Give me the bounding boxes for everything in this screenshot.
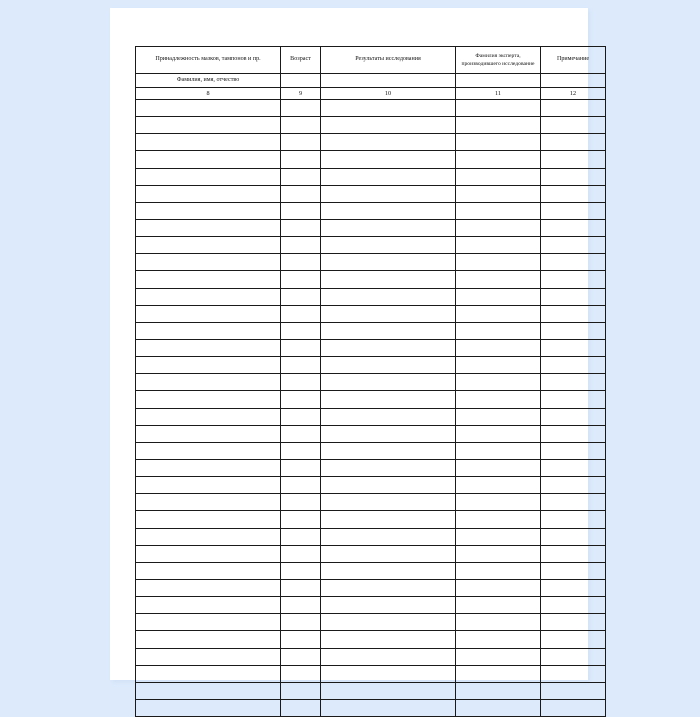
table-cell: [541, 597, 606, 614]
table-cell: [456, 494, 541, 511]
table-cell: [456, 305, 541, 322]
table-cell: [541, 579, 606, 596]
table-row: [136, 511, 606, 528]
table-cell: [281, 134, 321, 151]
table-cell: [541, 459, 606, 476]
table-cell: [456, 665, 541, 682]
table-cell: [541, 682, 606, 699]
table-cell: [541, 357, 606, 374]
table-row: [136, 528, 606, 545]
table-cell: [456, 425, 541, 442]
table-cell: [321, 682, 456, 699]
table-cell: [136, 391, 281, 408]
table-cell: [281, 100, 321, 117]
table-row: [136, 134, 606, 151]
column-number-12: 12: [541, 88, 606, 100]
header-row-titles: [136, 47, 606, 74]
table-cell: [136, 202, 281, 219]
table-cell: [321, 374, 456, 391]
table-cell: [281, 185, 321, 202]
table-cell: [321, 288, 456, 305]
table-cell: [321, 477, 456, 494]
table-cell: [456, 459, 541, 476]
table-row: [136, 151, 606, 168]
table-row: [136, 442, 606, 459]
header-cell-affiliation: Принадлежность мазков, тампонов и пр.: [136, 47, 281, 74]
table-row: [136, 100, 606, 117]
table-cell: [321, 597, 456, 614]
table-cell: [456, 322, 541, 339]
header-cell-fullname: Фамилия, имя, отчество: [136, 74, 281, 88]
table-row: [136, 699, 606, 716]
table-cell: [456, 237, 541, 254]
table-row: [136, 271, 606, 288]
table-cell: [281, 219, 321, 236]
table-cell: [136, 339, 281, 356]
table-cell: [321, 699, 456, 716]
table-cell: [321, 219, 456, 236]
table-cell: [281, 545, 321, 562]
table-cell: [321, 494, 456, 511]
table-cell: [456, 442, 541, 459]
table-cell: [321, 151, 456, 168]
table-cell: [281, 682, 321, 699]
table-cell: [281, 391, 321, 408]
table-row: [136, 202, 606, 219]
table-cell: [541, 442, 606, 459]
table-row: [136, 459, 606, 476]
table-cell: [281, 562, 321, 579]
header-cell-notes-spacer: [541, 74, 606, 88]
table-cell: [136, 597, 281, 614]
table-row: [136, 237, 606, 254]
table-cell: [456, 271, 541, 288]
table-cell: [456, 631, 541, 648]
table-cell: [456, 168, 541, 185]
table-cell: [541, 391, 606, 408]
table-row: [136, 117, 606, 134]
table-cell: [456, 579, 541, 596]
table-cell: [541, 631, 606, 648]
table-row: [136, 339, 606, 356]
table-cell: [281, 597, 321, 614]
table-row: [136, 425, 606, 442]
table-row: [136, 374, 606, 391]
table-cell: [136, 545, 281, 562]
table-cell: [456, 357, 541, 374]
table-cell: [136, 237, 281, 254]
table-row: [136, 168, 606, 185]
table-row: [136, 562, 606, 579]
table-cell: [281, 117, 321, 134]
table-cell: [321, 442, 456, 459]
table-cell: [281, 442, 321, 459]
table-cell: [541, 305, 606, 322]
table-cell: [541, 254, 606, 271]
table-cell: [321, 614, 456, 631]
table-cell: [541, 511, 606, 528]
table-cell: [541, 408, 606, 425]
table-cell: [281, 459, 321, 476]
table-row: [136, 254, 606, 271]
table-cell: [541, 168, 606, 185]
table-row: [136, 682, 606, 699]
table-cell: [281, 665, 321, 682]
table-cell: [281, 288, 321, 305]
table-cell: [281, 339, 321, 356]
table-cell: [136, 562, 281, 579]
table-cell: [136, 511, 281, 528]
table-cell: [136, 682, 281, 699]
table-cell: [321, 425, 456, 442]
table-cell: [541, 528, 606, 545]
table-cell: [136, 271, 281, 288]
table-cell: [541, 134, 606, 151]
table-cell: [541, 237, 606, 254]
table-cell: [136, 665, 281, 682]
table-cell: [321, 322, 456, 339]
table-cell: [456, 391, 541, 408]
table-header: [136, 47, 606, 100]
table-cell: [136, 408, 281, 425]
header-cell-age: Возраст: [281, 47, 321, 74]
table-cell: [136, 648, 281, 665]
table-cell: [321, 185, 456, 202]
table-cell: [281, 511, 321, 528]
table-cell: [136, 494, 281, 511]
table-row: [136, 665, 606, 682]
table-cell: [321, 631, 456, 648]
table-cell: [281, 408, 321, 425]
table-cell: [541, 271, 606, 288]
table-cell: [456, 151, 541, 168]
table-cell: [281, 579, 321, 596]
table-cell: [281, 631, 321, 648]
table-body: [136, 100, 606, 717]
table-row: [136, 322, 606, 339]
table-cell: [281, 648, 321, 665]
table-row: [136, 408, 606, 425]
table-cell: [541, 477, 606, 494]
table-cell: [456, 219, 541, 236]
header-cell-results-spacer: [321, 74, 456, 88]
table-cell: [321, 100, 456, 117]
table-cell: [136, 168, 281, 185]
table-cell: [281, 494, 321, 511]
table-cell: [456, 408, 541, 425]
table-cell: [281, 374, 321, 391]
table-cell: [281, 357, 321, 374]
table-cell: [281, 477, 321, 494]
document-page: [110, 8, 588, 680]
table-cell: [281, 699, 321, 716]
table-cell: [136, 477, 281, 494]
table-cell: [541, 614, 606, 631]
table-cell: [281, 322, 321, 339]
table-cell: [136, 322, 281, 339]
table-cell: [456, 254, 541, 271]
table-cell: [136, 528, 281, 545]
table-cell: [136, 134, 281, 151]
table-cell: [281, 168, 321, 185]
table-cell: [541, 425, 606, 442]
table-cell: [541, 185, 606, 202]
table-row: [136, 357, 606, 374]
table-cell: [456, 477, 541, 494]
table-cell: [321, 391, 456, 408]
table-cell: [136, 631, 281, 648]
table-cell: [321, 357, 456, 374]
table-cell: [136, 219, 281, 236]
table-cell: [541, 494, 606, 511]
table-cell: [456, 117, 541, 134]
table-row: [136, 648, 606, 665]
table-cell: [456, 562, 541, 579]
table-cell: [456, 185, 541, 202]
table-cell: [136, 100, 281, 117]
table-cell: [281, 237, 321, 254]
table-cell: [541, 339, 606, 356]
table-cell: [321, 665, 456, 682]
table-cell: [321, 562, 456, 579]
column-number-11: 11: [456, 88, 541, 100]
table-cell: [541, 117, 606, 134]
table-row: [136, 185, 606, 202]
table-cell: [136, 442, 281, 459]
table-cell: [456, 614, 541, 631]
table-cell: [321, 237, 456, 254]
table-cell: [541, 665, 606, 682]
table-cell: [321, 168, 456, 185]
header-cell-expert-spacer: [456, 74, 541, 88]
table-cell: [136, 151, 281, 168]
table-row: [136, 614, 606, 631]
table-cell: [136, 425, 281, 442]
table-cell: [136, 579, 281, 596]
table-cell: [136, 357, 281, 374]
table-row: [136, 477, 606, 494]
table-cell: [136, 305, 281, 322]
table-cell: [281, 528, 321, 545]
table-cell: [541, 151, 606, 168]
column-number-10: 10: [321, 88, 456, 100]
table-row: [136, 597, 606, 614]
column-number-row: [136, 88, 606, 100]
table-cell: [541, 219, 606, 236]
header-cell-notes: Примечание: [541, 47, 606, 74]
header-row-subtitle: [136, 74, 606, 88]
table-cell: [541, 288, 606, 305]
table-cell: [321, 339, 456, 356]
table-cell: [281, 271, 321, 288]
table-cell: [281, 305, 321, 322]
table-cell: [541, 100, 606, 117]
table-cell: [456, 545, 541, 562]
table-cell: [541, 322, 606, 339]
table-cell: [281, 254, 321, 271]
table-cell: [456, 339, 541, 356]
table-cell: [541, 562, 606, 579]
table-cell: [456, 597, 541, 614]
table-cell: [456, 528, 541, 545]
registration-table: [135, 46, 606, 717]
table-cell: [136, 254, 281, 271]
table-cell: [456, 100, 541, 117]
header-cell-age-spacer: [281, 74, 321, 88]
table-cell: [541, 648, 606, 665]
table-cell: [321, 271, 456, 288]
table-cell: [456, 134, 541, 151]
table-cell: [281, 614, 321, 631]
table-cell: [456, 202, 541, 219]
table-cell: [321, 511, 456, 528]
table-row: [136, 219, 606, 236]
table-cell: [541, 202, 606, 219]
table-cell: [321, 459, 456, 476]
table-cell: [456, 511, 541, 528]
header-cell-expert: Фамилия эксперта, производившего исследование: [456, 47, 541, 74]
table-cell: [541, 699, 606, 716]
table-cell: [281, 151, 321, 168]
table-cell: [136, 699, 281, 716]
table-cell: [321, 528, 456, 545]
column-number-9: 9: [281, 88, 321, 100]
table-cell: [321, 134, 456, 151]
table-cell: [136, 117, 281, 134]
table-cell: [456, 682, 541, 699]
table-cell: [136, 288, 281, 305]
table-cell: [541, 545, 606, 562]
table-cell: [321, 305, 456, 322]
header-cell-results: Результаты исследования: [321, 47, 456, 74]
table-row: [136, 305, 606, 322]
table-cell: [321, 202, 456, 219]
table-cell: [136, 614, 281, 631]
table-cell: [456, 699, 541, 716]
table-row: [136, 545, 606, 562]
table-cell: [456, 648, 541, 665]
table-cell: [456, 288, 541, 305]
table-cell: [321, 648, 456, 665]
table-cell: [281, 202, 321, 219]
table-cell: [321, 579, 456, 596]
table-cell: [136, 459, 281, 476]
table-cell: [136, 185, 281, 202]
table-row: [136, 494, 606, 511]
table-cell: [281, 425, 321, 442]
column-number-8: 8: [136, 88, 281, 100]
table-cell: [321, 254, 456, 271]
table-cell: [321, 117, 456, 134]
table-row: [136, 579, 606, 596]
table-row: [136, 631, 606, 648]
table-row: [136, 391, 606, 408]
table-cell: [321, 545, 456, 562]
table-cell: [321, 408, 456, 425]
table-cell: [456, 374, 541, 391]
table-cell: [541, 374, 606, 391]
table-cell: [136, 374, 281, 391]
table-row: [136, 288, 606, 305]
